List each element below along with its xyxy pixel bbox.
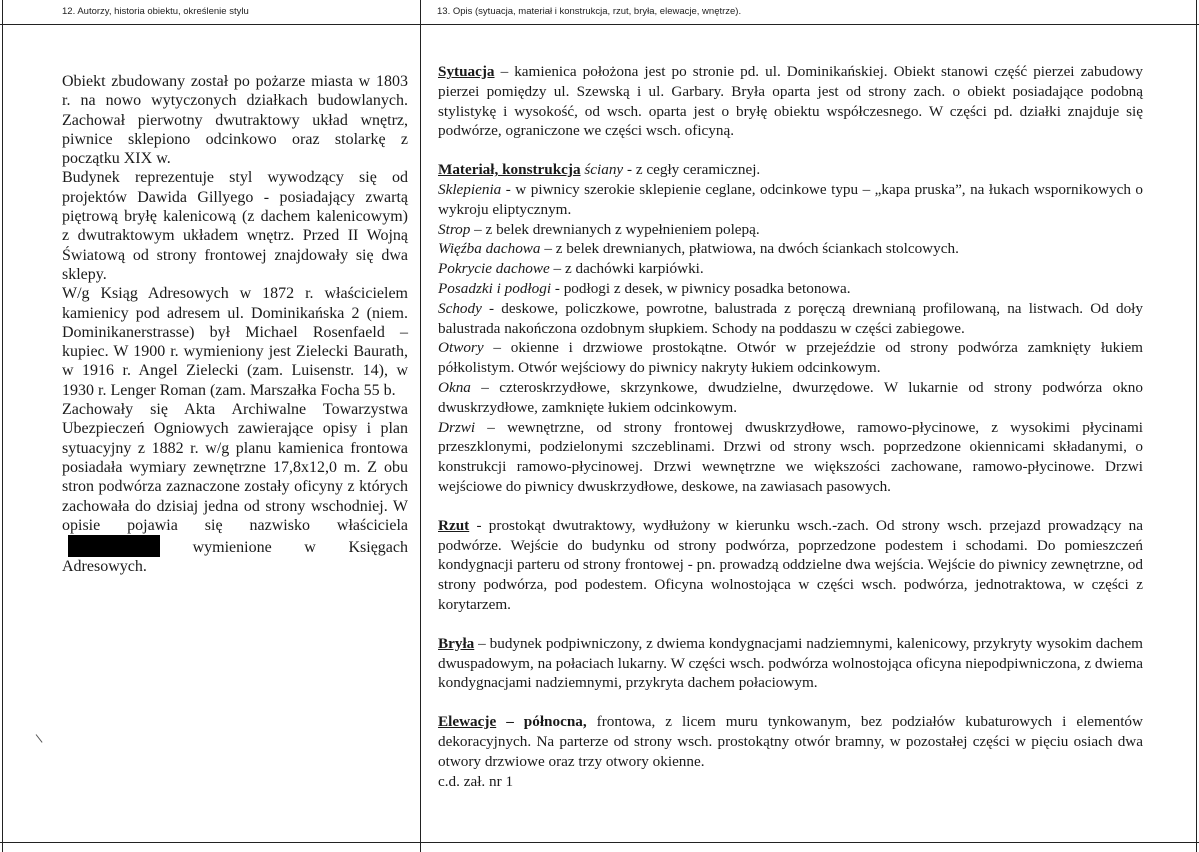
- strop-text: – z belek drewnianych z wypełnieniem polepą.: [470, 220, 760, 238]
- posadzki-label: Posadzki i podłogi: [438, 279, 552, 297]
- strop-label: Strop: [438, 220, 471, 238]
- frame-right-line: [1196, 0, 1197, 852]
- bryla-heading: Bryła: [438, 634, 475, 652]
- sytuacja-heading: Sytuacja: [438, 63, 495, 80]
- pokrycie-text: – z dachówki karpiówki.: [549, 260, 704, 278]
- column-divider: [420, 0, 421, 852]
- pokrycie-label: Pokrycie dachowe: [438, 260, 550, 278]
- okna-paragraph: [438, 378, 1143, 418]
- strop-paragraph: [438, 220, 1143, 240]
- posadzki-text: - podłogi z desek, w piwnicy posadka betonowa.: [551, 279, 851, 297]
- sytuacja-paragraph: [438, 62, 1143, 141]
- frame-bottom-line: [0, 842, 1199, 843]
- sytuacja-text: – kamienica położona jest po stronie pd. ul. Dominikańskiej. Obiekt stanowi część pierzei zabudowy pierzei pomiędzy ul. Szewską i ul. Garbary. Bryła oparta jest od strony zach. o obiekt posiadające podobną stylistykę i wysokość, od wsch. oparta jest o bryłę obiektu współczesnego. W części pd. działki znajduje się podwórze, ograniczone we części wsch. oficyną.: [438, 63, 1143, 140]
- sciany-label: ściany: [584, 161, 624, 179]
- wiezba-paragraph: [438, 239, 1143, 259]
- bryla-text: – budynek podpiwniczony, z dwiema kondygnacjami nadziemnymi, kalenicowy, przykryty wysokim dachem dwuspadowym, na połaciach lukarny. W części wsch. podwórza wolnostojąca oficyna niepodpiwniczona, z dwiema kondygnacjami nadziemnymi, przykryta dachem połaciowym.: [438, 634, 1143, 692]
- rzut-text: - prostokąt dwutraktowy, wydłużony w kierunku wsch.-zach. Od strony wsch. przejazd prowadzący na podwórze. Wejście do budynku od strony podwórza, poprzedzone podestem i schodami. Do pomieszczeń kondygnacji parteru od strony frontowej - pn. prowadzą oddzielne dwa wejścia. Wejście do piwnicy zewnętrzne, od strony podwórza, pod podestem. Oficyna wolnostojąca w części wsch. podwórza, jednotraktowa, w części z korytarzem.: [438, 516, 1143, 613]
- history-paragraph-1: Obiekt zbudowany został po pożarze miasta w 1803 r. na nowo wytyczonych działkach budowlanych. Zachował pierwotny dwutraktowy układ wnętrz, piwnice sklepiono odcinkowo oraz stolarkę z początku XIX w.: [62, 73, 408, 168]
- history-paragraph-4: [62, 400, 408, 577]
- sklepienia-paragraph: [438, 180, 1143, 220]
- continuation-note: c.d. zał. nr 1: [438, 772, 514, 790]
- drzwi-text: – wewnętrzne, od strony frontowej dwuskrzydłowe, ramowo-płycinowe, z wysokimi płycinami przeszklonymi, podzielonymi szczeblinami. Drzwi od strony wsch. poprzedzone okiennicami składanymi, o konstrukcji ramowo-płycinowej. Drzwi wewnętrzne we większości zachowane, ramowo-płycinowe. Drzwi wejściowe do piwnicy dwuskrzydłowe, deskowe, na zawiasach pasowych.: [438, 418, 1143, 495]
- material-heading: Materiał, konstrukcja: [438, 161, 581, 179]
- sklepienia-text: - w piwnicy szerokie sklepienie ceglane, odcinkowe typu – „kapa pruska”, na łukach wspornikowych o wykroju eliptycznym.: [438, 180, 1143, 218]
- okna-label: Okna: [438, 378, 471, 396]
- wiezba-label: Więźba dachowa: [438, 240, 541, 258]
- schody-label: Schody: [438, 299, 482, 317]
- redaction-block: [68, 535, 160, 557]
- frame-left-line: [2, 0, 3, 852]
- sciany-text: - z cegły ceramicznej.: [623, 161, 761, 179]
- rzut-heading: Rzut: [438, 516, 470, 534]
- posadzki-paragraph: [438, 279, 1143, 299]
- elewacje-paragraph: [438, 712, 1143, 771]
- elewacje-text: frontowa, z licem muru tynkowanym, bez podziałów kubaturowych i elementów dekoracyjnych. Na parterze od strony wsch. prostokątny otwór bramny, w pozostałej części w pięciu osiach dwa otwory drzwiowe oraz trzy otwory okienne.: [438, 713, 1143, 770]
- wiezba-text: – z belek drewnianych, płatwiowa, na dwóch ściankach stolcowych.: [540, 240, 959, 258]
- schody-paragraph: [438, 299, 1143, 339]
- material-paragraph: [438, 160, 1143, 180]
- stray-pen-mark: [36, 734, 43, 742]
- history-section: [62, 72, 408, 577]
- otwory-paragraph: [438, 338, 1143, 378]
- sklepienia-label: Sklepienia: [438, 180, 502, 198]
- right-column-header: 13. Opis (sytuacja, materiał i konstrukcja, rzut, bryła, elewacje, wnętrze).: [437, 6, 742, 17]
- rzut-paragraph: [438, 516, 1143, 615]
- archive-text: Zachowały się Akta Archiwalne Towarzystwa Ubezpieczeń Ogniowych zawierające opisy i plan sytuacyjny z 1882 r. w/g planu kamienica frontowa posiadała wymiary zewnętrzne 17,8x12,0 m. Z obu stron podwórza zaznaczone zostały oficyny z których zachowała do dzisiaj jedna od strony wschodniej. W opisie pojawia się nazwisko właściciela: [62, 401, 408, 534]
- left-column-header: 12. Autorzy, historia obiektu, określenie stylu: [62, 6, 249, 17]
- otwory-text: – okienne i drzwiowe prostokątne. Otwór w przejeździe od strony podwórza zamknięty łukiem półkolistym. Otwór wejściowy do piwnicy nakryty łukiem odcinkowym.: [438, 339, 1143, 377]
- archive-text-end: wymienione w Księgach Adresowych.: [62, 539, 408, 576]
- elewacje-heading: Elewacje: [438, 713, 497, 731]
- history-paragraph-2: Budynek reprezentuje styl wywodzący się od projektów Dawida Gillyego - posiadający zwartą piętrową bryłę kalenicową (z dachem kalenicowym) z dwutraktowym układem wnętrz. Przed II Wojną Światową od strony frontowej znajdowały się dwa sklepy.: [62, 169, 408, 283]
- pokrycie-paragraph: [438, 259, 1143, 279]
- elewacje-subheading: – północna,: [496, 713, 587, 731]
- history-paragraph-3: W/g Ksiąg Adresowych w 1872 r. właścicielem kamienicy pod adresem ul. Dominikańska 2 (niem. Dominikanerstrasse) był Michael Rosenfaeld – kupiec. W 1900 r. wymieniony jest Zielecki Baurath, w 1916 r. Angel Zielecki (zam. Luisenstr. 14), w 1930 r. Lenger Roman (zam. Marszałka Focha 55 b.: [62, 285, 408, 399]
- bryla-paragraph: [438, 634, 1143, 693]
- drzwi-label: Drzwi: [438, 418, 476, 436]
- drzwi-paragraph: [438, 418, 1143, 497]
- description-section: [438, 62, 1143, 791]
- schody-text: - deskowe, policzkowe, powrotne, balustrada z poręczą drewnianą profilowaną, na listwach. Od doły balustrada nakończona ozdobnym słupkiem. Schody na poddaszu w części zabiegowe.: [438, 299, 1143, 337]
- okna-text: – czteroskrzydłowe, skrzynkowe, dwudzielne, dwurzędowe. W lukarnie od strony podwórza okno dwuskrzydłowe, zamknięte łukiem odcinkowym.: [438, 378, 1143, 416]
- frame-top-line: [0, 24, 1199, 25]
- otwory-label: Otwory: [438, 339, 484, 357]
